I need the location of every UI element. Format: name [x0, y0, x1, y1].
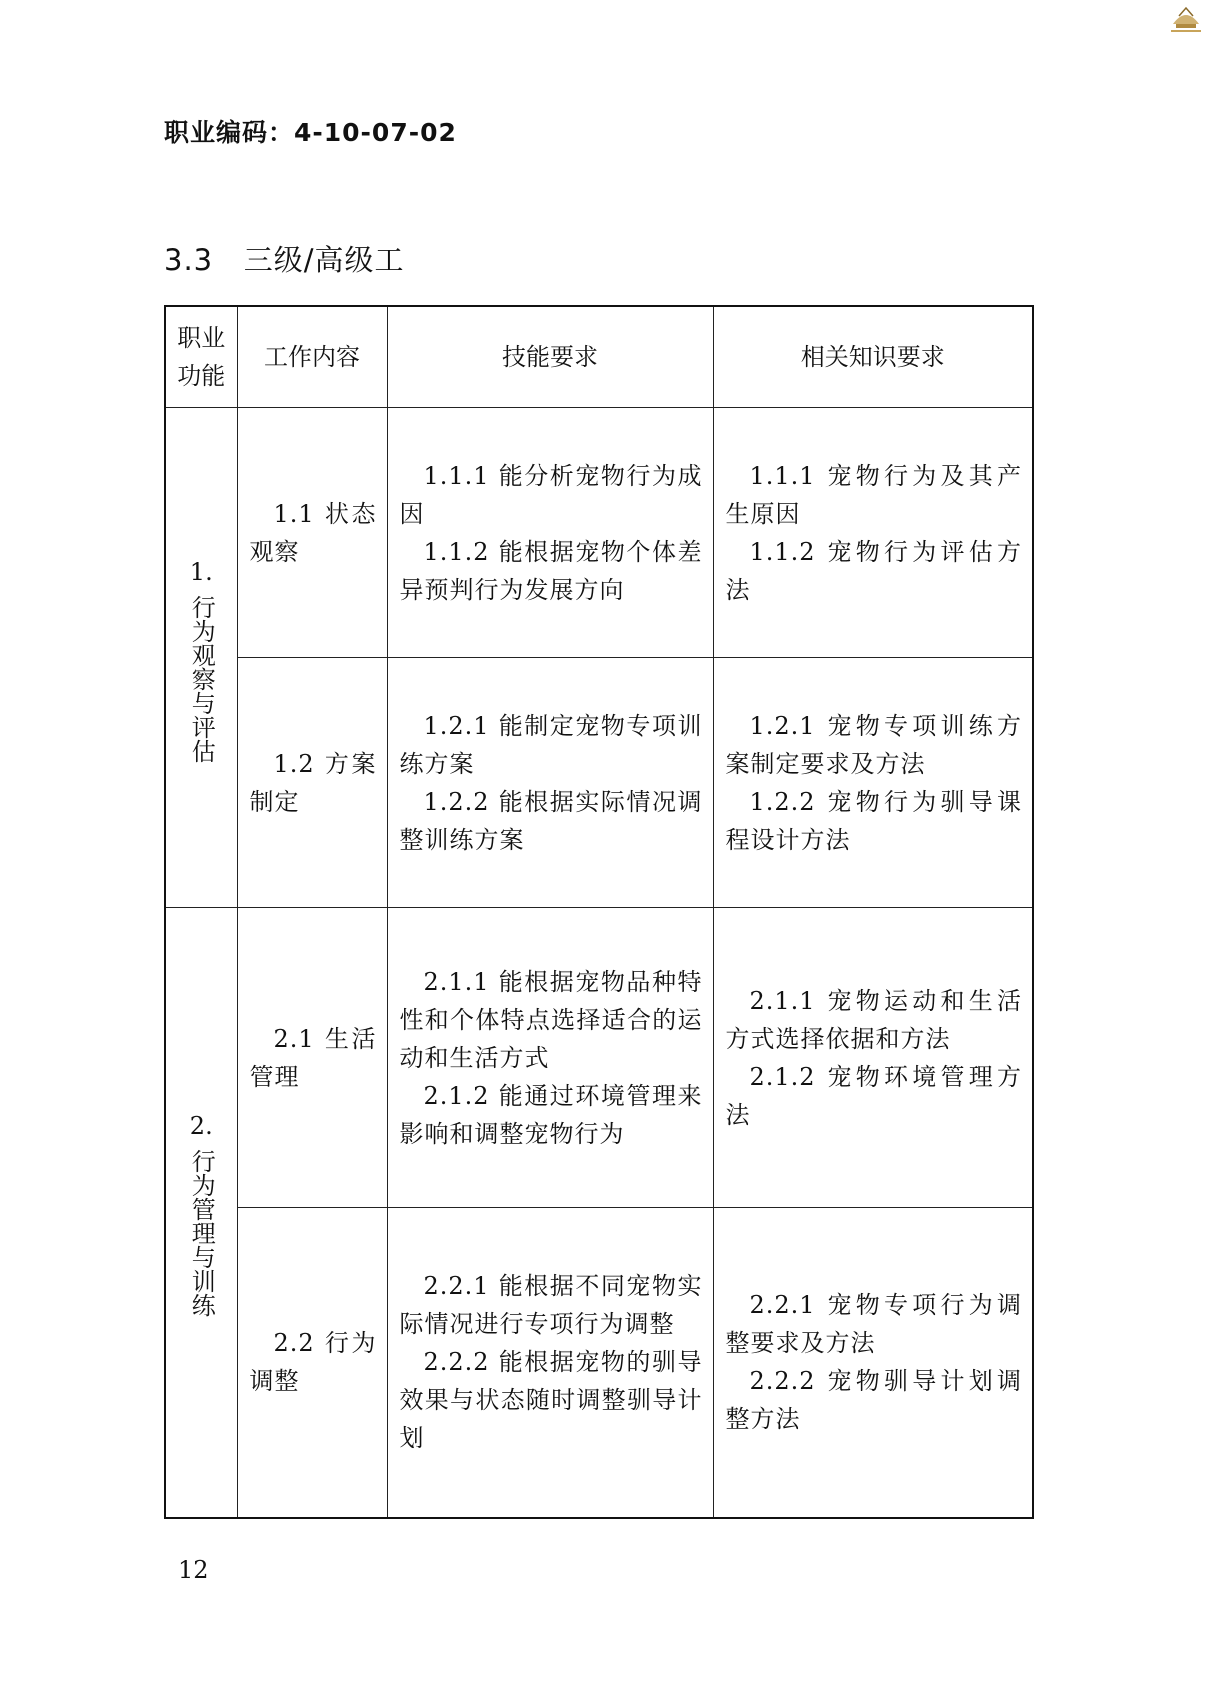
function-cell — [165, 908, 237, 1518]
knowledge-item: 2.2.2 宠物驯导计划调整方法 — [725, 1367, 1022, 1434]
table-row — [165, 658, 1033, 908]
skill-requirements-cell — [387, 408, 713, 658]
knowledge-item: 2.1.1 宠物运动和生活方式选择依据和方法 — [725, 986, 1022, 1053]
column-header-content: 工作内容 — [237, 306, 387, 408]
function-number: 2. — [189, 1112, 213, 1141]
knowledge-item: 2.2.1 宠物专项行为调整要求及方法 — [725, 1291, 1022, 1358]
page-number: 12 — [178, 1556, 209, 1584]
occupation-code: 职业编码：4-10-07-02 — [164, 118, 457, 147]
work-content-cell: 2.1 生活管理 — [237, 908, 387, 1208]
skill-item: 2.1.2 能通过环境管理来影响和调整宠物行为 — [399, 1081, 703, 1148]
work-content-cell: 2.2 行为调整 — [237, 1208, 387, 1518]
knowledge-requirements-cell — [713, 908, 1033, 1208]
standards-table — [164, 305, 1034, 1519]
skill-item: 1.2.1 能制定宠物专项训练方案 — [399, 711, 703, 778]
skill-requirements-cell — [387, 1208, 713, 1518]
skill-requirements-cell — [387, 658, 713, 908]
knowledge-item: 1.1.1 宠物行为及其产生原因 — [725, 461, 1022, 528]
knowledge-requirements-cell — [713, 658, 1033, 908]
column-header-function-label: 职业功能 — [177, 324, 226, 390]
column-header-function — [165, 306, 237, 408]
function-cell — [165, 408, 237, 908]
table-row — [165, 908, 1033, 1208]
skill-item: 2.2.2 能根据宠物的驯导效果与状态随时调整驯导计划 — [399, 1348, 703, 1453]
table-row — [165, 408, 1033, 658]
table-row — [165, 1208, 1033, 1518]
knowledge-requirements-cell — [713, 408, 1033, 658]
knowledge-item: 1.1.2 宠物行为评估方法 — [725, 537, 1022, 604]
function-number: 1. — [189, 557, 213, 586]
skill-requirements-cell — [387, 908, 713, 1208]
knowledge-requirements-cell — [713, 1208, 1033, 1518]
skill-item: 1.1.1 能分析宠物行为成因 — [399, 461, 703, 528]
skill-item: 1.2.2 能根据实际情况调整训练方案 — [399, 787, 703, 854]
column-header-knowledge: 相关知识要求 — [713, 306, 1033, 408]
skill-item: 2.1.1 能根据宠物品种特性和个体特点选择适合的运动和生活方式 — [399, 967, 703, 1072]
skill-item: 1.1.2 能根据宠物个体差异预判行为发展方向 — [399, 537, 703, 604]
function-label: 行为管理与训练 — [187, 1149, 216, 1318]
column-header-skills: 技能要求 — [387, 306, 713, 408]
knowledge-item: 1.2.2 宠物行为驯导课程设计方法 — [725, 787, 1022, 854]
knowledge-item: 2.1.2 宠物环境管理方法 — [725, 1062, 1022, 1129]
work-content-cell: 1.2 方案制定 — [237, 658, 387, 908]
function-label: 行为观察与评估 — [187, 594, 216, 763]
publisher-logo-icon — [1167, 2, 1205, 36]
skill-item: 2.2.1 能根据不同宠物实际情况进行专项行为调整 — [399, 1272, 703, 1339]
section-title: 3.3 三级/高级工 — [164, 243, 405, 277]
work-content-cell: 1.1 状态观察 — [237, 408, 387, 658]
knowledge-item: 1.2.1 宠物专项训练方案制定要求及方法 — [725, 711, 1022, 778]
